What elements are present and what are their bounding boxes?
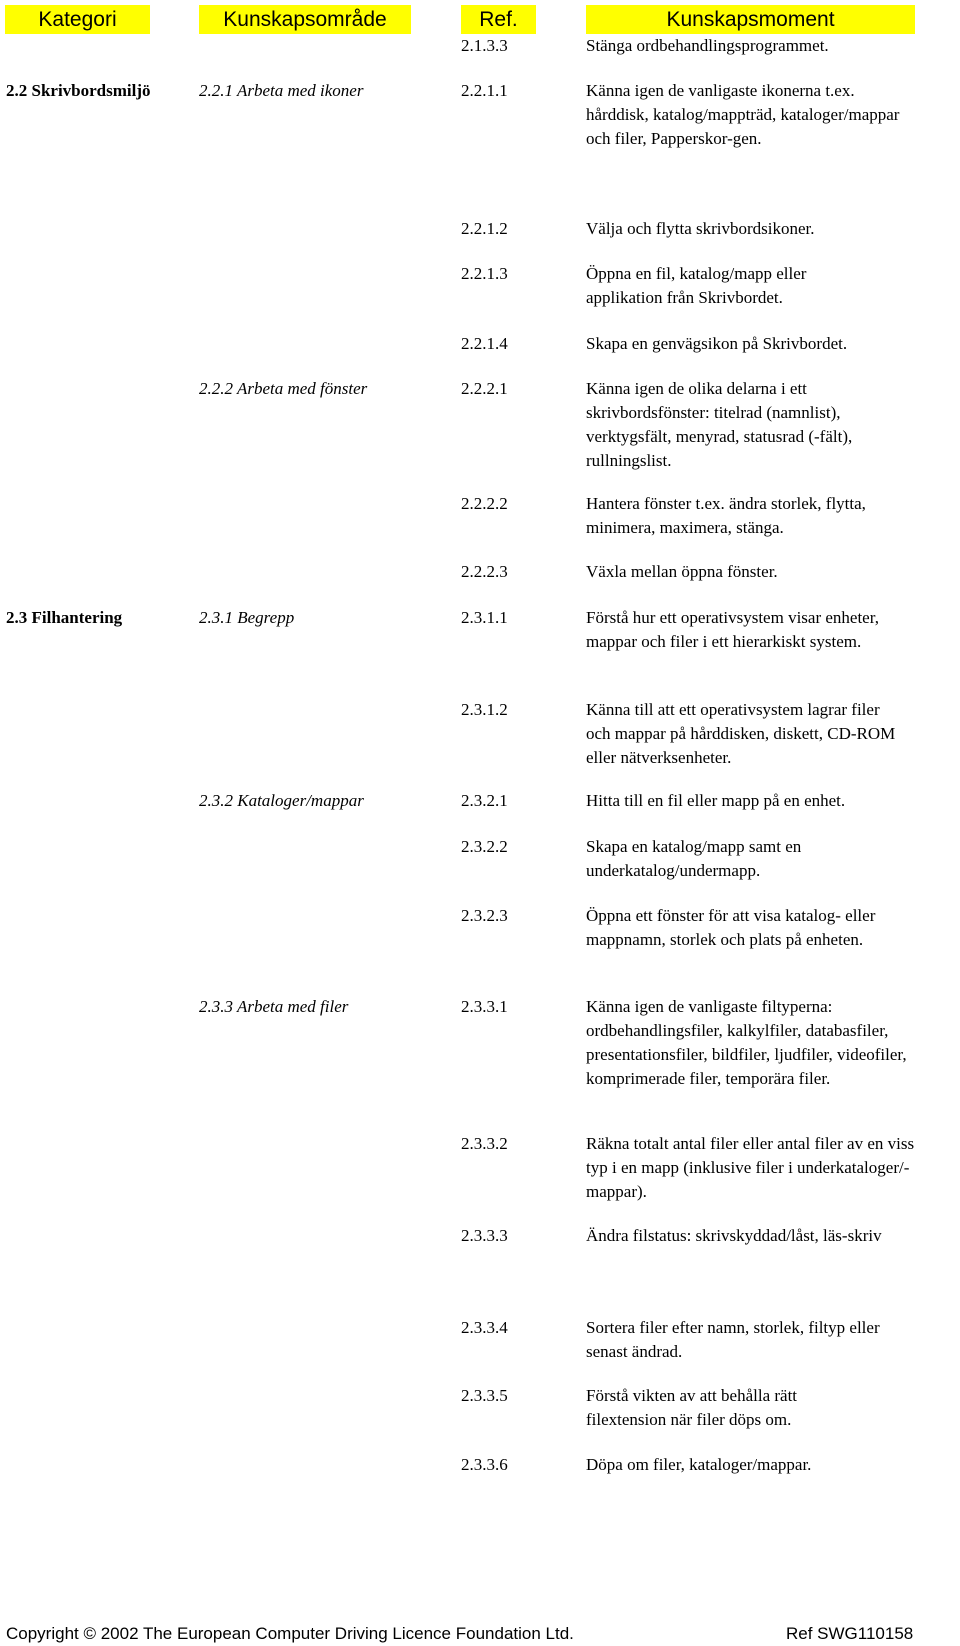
moment-cell: Döpa om filer, kataloger/mappar. [586,1455,812,1474]
ref-cell: 2.3.1.2 [461,700,508,719]
moment-cell: Förstå vikten av att behålla rätt filextension när filer döps om. [586,1386,798,1429]
moment-cell: Välja och flytta skrivbordsikoner. [586,219,815,238]
moment-cell: Hantera fönster t.ex. ändra storlek, flytta, minimera, maximera, stänga. [586,494,866,537]
moment-cell: Känna till att ett operativsystem lagrar filer och mappar på hårddisken, diskett, CD-ROM eller nätverksenheter. [586,700,896,767]
ref-cell: 2.2.2.3 [461,562,508,581]
area-cell: 2.3.2 Kataloger/mappar [199,791,364,810]
ref-cell: 2.2.2.1 [461,379,508,398]
moment-cell: Skapa en genvägsikon på Skrivbordet. [586,334,848,353]
ref-cell: 2.3.2.3 [461,906,508,925]
area-cell: 2.3.1 Begrepp [199,608,295,627]
moment-cell: Räkna totalt antal filer eller antal filer av en viss typ i en mapp (inklusive filer i underkataloger/-mappar). [586,1134,915,1201]
header-kunskapsmoment: Kunskapsmoment [586,5,915,34]
ref-cell: 2.3.3.1 [461,997,508,1016]
ref-cell: 2.3.3.6 [461,1455,508,1474]
footer-ref: Ref SWG110158 [786,1624,914,1643]
ref-cell: 2.3.3.3 [461,1226,508,1245]
ref-cell: 2.3.2.2 [461,837,508,856]
moment-cell: Sortera filer efter namn, storlek, filtyp eller senast ändrad. [586,1318,880,1361]
ref-cell: 2.3.3.4 [461,1318,508,1337]
ref-cell: 2.3.1.1 [461,608,508,627]
ref-cell: 2.2.2.2 [461,494,508,513]
moment-cell: Växla mellan öppna fönster. [586,562,778,581]
moment-cell: Ändra filstatus: skrivskyddad/låst, läs-skriv [586,1226,882,1245]
footer-copyright: Copyright © 2002 The European Computer Driving Licence Foundation Ltd. [6,1624,574,1643]
header-kategori: Kategori [5,5,150,34]
moment-cell: Känna igen de vanligaste ikonerna t.ex. hårddisk, katalog/mappträd, kataloger/mappar och filer, Papperskor-gen. [586,81,900,148]
ref-cell: 2.3.3.2 [461,1134,508,1153]
category-cell: 2.3 Filhantering [6,608,123,627]
header-ref: Ref. [461,5,536,34]
area-cell: 2.2.1 Arbeta med ikoner [199,81,364,100]
moment-cell: Hitta till en fil eller mapp på en enhet. [586,791,846,810]
area-cell: 2.3.3 Arbeta med filer [199,997,349,1016]
moment-cell: Förstå hur ett operativsystem visar enheter, mappar och filer i ett hierarkiskt system. [586,608,879,651]
moment-cell: Öppna ett fönster för att visa katalog- eller mappnamn, storlek och plats på enheten. [586,906,876,949]
moment-cell: Känna igen de olika delarna i ett skrivbordsfönster: titelrad (namnlist), verktygsfält, menyrad, statusrad (-fält), rullningslist. [586,379,853,470]
ref-cell: 2.2.1.1 [461,81,508,100]
ref-cell: 2.3.2.1 [461,791,508,810]
area-cell: 2.2.2 Arbeta med fönster [199,379,368,398]
moment-cell: Känna igen de vanligaste filtyperna: ordbehandlingsfiler, kalkylfiler, databasfiler, presentationsfiler, bildfiler, ljudfiler, videofiler, komprimerade filer, temporära filer. [586,997,907,1088]
ref-cell: 2.1.3.3 [461,36,508,55]
ref-cell: 2.3.3.5 [461,1386,508,1405]
category-cell: 2.2 Skrivbordsmiljö [6,81,151,100]
moment-cell: Skapa en katalog/mapp samt en underkatalog/undermapp. [586,837,802,880]
moment-cell: Stänga ordbehandlingsprogrammet. [586,36,829,55]
ref-cell: 2.2.1.3 [461,264,508,283]
ref-cell: 2.2.1.4 [461,334,508,353]
ref-cell: 2.2.1.2 [461,219,508,238]
header-kunskapsomrade: Kunskapsområde [199,5,411,34]
moment-cell: Öppna en fil, katalog/mapp eller applikation från Skrivbordet. [586,264,807,307]
